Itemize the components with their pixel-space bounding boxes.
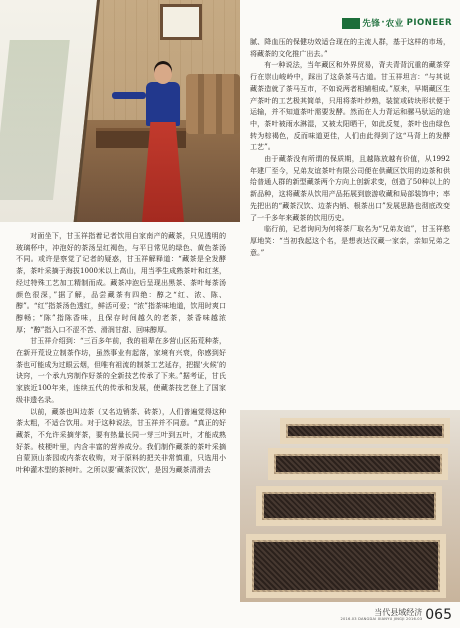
- tea-tray: [280, 418, 450, 444]
- section-part1: 先锋: [362, 19, 381, 29]
- tea-tray: [256, 486, 442, 526]
- photo-tea-jars: [186, 74, 240, 134]
- magazine-title: 当代县域经济: [374, 608, 423, 617]
- section-part3: PIONEER: [406, 18, 452, 28]
- article-left-column: [16, 230, 226, 476]
- section-header: [342, 16, 452, 30]
- section-tag-bar: [342, 18, 360, 29]
- woman-presenting-tea-photo: [0, 0, 240, 222]
- page-footer: [341, 608, 453, 622]
- photo-window: [160, 4, 202, 40]
- paragraph: 由于藏茶没有所谓的保质期，且越陈放越有价值，从1992年建厂至今，兄弟友谊茶叶有限公司便在供藏区饮用的边茶和供给普通人群的新型藏茶两个方向上创新求变，创造了50种以上的新品种，这将藏茶从饮用产品拓展到旅游收藏和局部装饰中；率先把出的“藏茶汉饮、边茶内销、根茶出口”发展思路也彻底改变了一千多年来藏茶的饮用历史。: [250, 154, 450, 222]
- magazine-subtitle: 2016.03 DANGDAI XIANYU JINGJI 2016.03: [340, 617, 423, 621]
- tea-trays-photo: [240, 410, 460, 602]
- paragraph: 腻、降血压的保健功效适合现在的主流人群，基于这样的市场，将藏茶的文化推广出去。”: [250, 37, 450, 58]
- tea-tray: [246, 534, 446, 598]
- tea-tray: [268, 448, 448, 480]
- paragraph: 临行前，记者询问为何将茶厂取名为“兄弟友谊”，甘玉祥憨厚地笑：“当初我起这个名，是想表达汉藏一家亲，亲如兄弟之意。”: [250, 224, 450, 257]
- page-number: 065: [425, 607, 452, 623]
- paragraph: 对面坐下，甘玉祥指着记者饮用自家南产的藏茶，只见透明的玻璃杯中，冲泡好的茶汤呈红褐色，与平日常见的绿色、黄色茶汤不同。或许是察觉了记者的疑惑，甘玉祥解释道：“藏茶是全发酵茶，茶叶采摘于海拔1000米以上高山，用当季生成熟茶叶和红茎，经过特殊工艺加工精制而成。藏茶冲泡后呈现出黑茶、茶叶每茶汤颜色很深，”据了解，品尝藏茶有四绝：醇之“红、浓、陈、醇”。“红”指茶汤色透红，鲜活可爱；“浓”指茶味地道，饮用时爽口醇畅；“陈”指陈香味，且保存时间越久的老茶，茶香味越浓厚；“醇”指入口不涩不苦、滑润甘甜、回味醇厚。: [16, 231, 226, 334]
- article-right-column: [250, 36, 450, 258]
- paragraph: 以前，藏茶也叫边茶（又名边销茶、砖茶），人们普遍觉得这种茶太粗，不适合饮用。对于这种说法，甘玉祥并不同意。“真正的好藏茶，不允许采摘芽茶，要有热量长同一芽三叶到五叶，才能成熟好茶。枝梗叶里，内含丰富的营养成分。我们制作藏茶的茶叶采摘自蒙顶山茶园或内茶农收购，对于原料的把关非常慎重，只选用小叶种灌木型的茶树叶。之所以要‘藏茶汉饮’，是因为藏茶清滑去: [16, 406, 226, 475]
- photo-display-panel: [0, 0, 100, 222]
- paragraph: 有一种说法，当年藏区和外界贸易，背夫青背沉重的藏茶穿行在崇山峻岭中，踩出了这条茶马古道。甘玉祥坦言：“与其说藏茶造就了茶马互市，不如说两者相辅相成。”原来，早期藏区生产茶叶的工艺极其简单，只用将茶叶炒熟，装筐或砖块形状便于运输，并不知道茶叶需要发酵。然而在人力背运和骡马驮运的途中，茶叶被雨水淋湿，又被太阳晒干，如此反复，茶叶也由绿色转为棕褐色，反而味道更佳，人们由此得到了这“马背上的发酵工艺”。: [250, 60, 450, 152]
- paragraph: 甘玉祥介绍到：“三百多年前，我的祖辈在多营山区拓荒种茶，在新开荒设立制茶作坊，虽然事业有起落，家境有兴衰，你感到好茶也可能成为过眼云烟，但唯有祖流的制茶工艺延存，把握‘火候’的诀窍，一个承九窍制作好茶的全新技艺传承了下来。”据考证，甘氏家族近100年来，连续五代的传承和发展，使藏茶技艺登上了国家级非遗名录。: [16, 336, 226, 404]
- photo-presenter: [140, 64, 188, 222]
- section-separator: ·: [381, 18, 385, 28]
- section-part2: 农业: [385, 19, 404, 29]
